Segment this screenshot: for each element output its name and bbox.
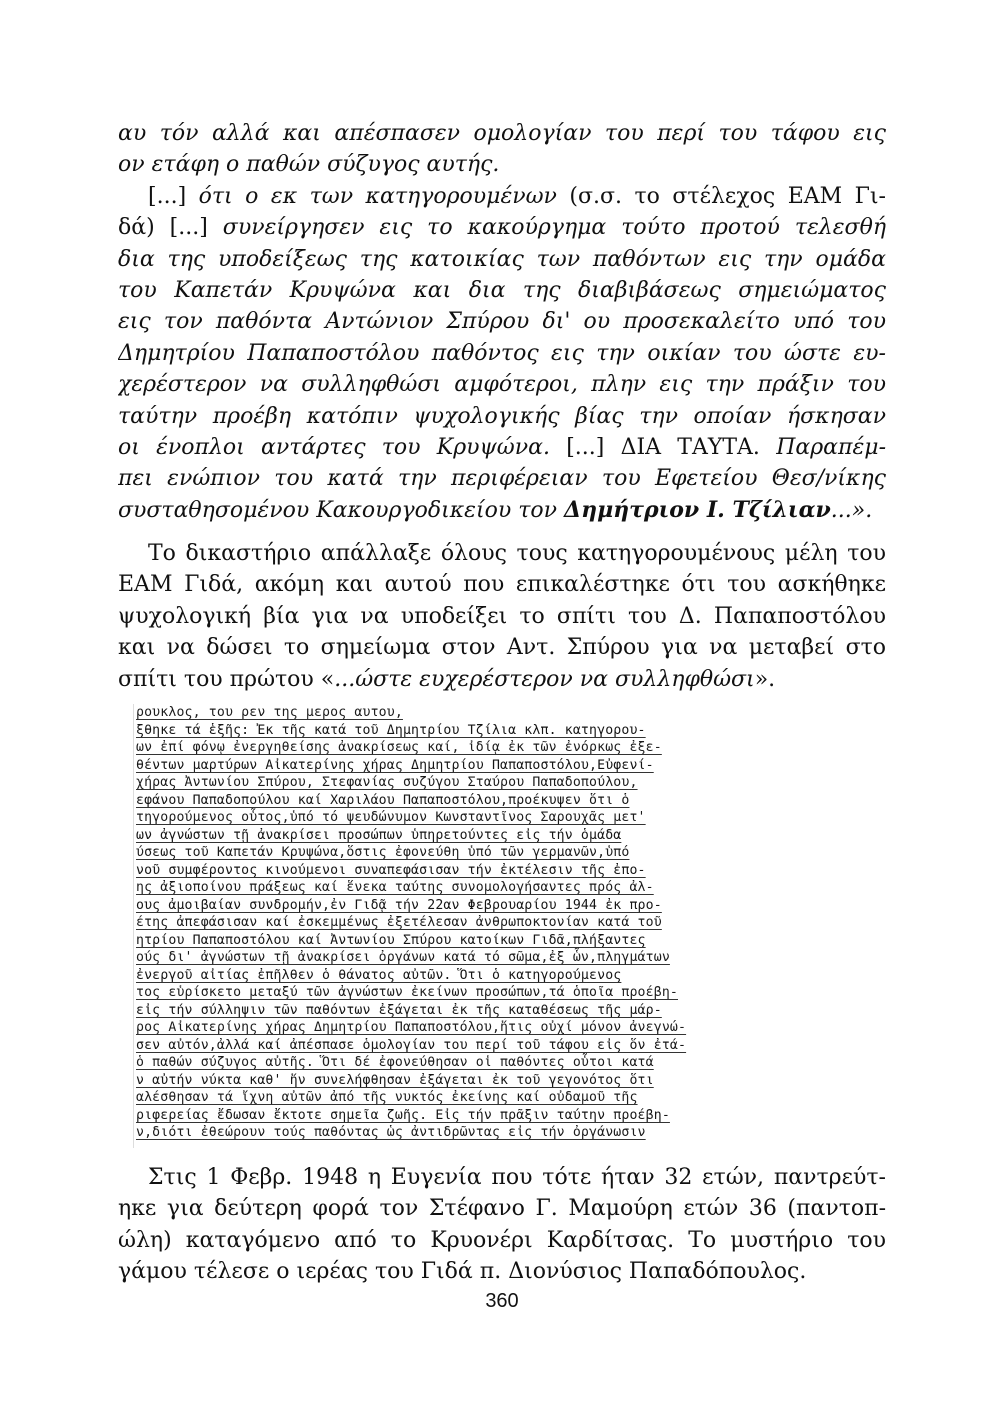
scan-line: έτης ἀπεφάσισαν καί ἐσκεμμένως ἐξετέλεσαν ἀνθρωποκτονίαν κατά τοῦ bbox=[136, 915, 662, 930]
quote-line: ταύτην προέβη κατόπιν ψυχολογικής βίας την οποίαν ήσκησαν bbox=[118, 403, 886, 429]
scan-line: ὁ παθών σύζυγος αὐτῆς. Ὅτι δέ ἐφονεύθησαν οἱ παθόντες οὗτοι κατά bbox=[136, 1055, 654, 1070]
quote-line: χερέστερον να συλληφθώσι αμφότεροι, πλην εις την πράξιν του bbox=[118, 372, 886, 398]
scan-line: εἰς τήν σύλληψιν τῶν παθόντων ἐξάγεται ἐκ τῆς καταθέσεως τῆς μάρ- bbox=[136, 1002, 662, 1018]
quote-line: Δημητρίου Παπαποστόλου παθόντος εις την οικίαν του ώστε ευ- bbox=[118, 340, 886, 366]
scan-line: ν,διότι ἐθεώρουν τούς παθόντας ὡς ἀντιδρῶντας εἰς τήν ὀργάνωσιν bbox=[136, 1125, 646, 1140]
scan-line: χήρας Ἀντωνίου Σπύρου, Στεφανίας συζύγου Σταύρου Παπαδοπούλου, bbox=[136, 775, 638, 790]
scan-line: ων ἐπί φόνῳ ἐνεργηθείσης ἀνακρίσεως καί, ἰδίᾳ ἐκ τῶν ἐνόρκως ἐξε- bbox=[136, 740, 662, 755]
scanned-document-excerpt bbox=[133, 704, 877, 1148]
body-line: ΕΑΜ Γιδά, ακόμη και αυτού που επικαλέστηκε ότι του ασκήθηκε bbox=[118, 572, 886, 598]
body-line: Το δικαστήριο απάλλαξε όλους τους κατηγορουμένους μέλη του bbox=[148, 541, 886, 566]
scan-line: θέντων μαρτύρων Αἰκατερίνης χήρας Δημητρίου Παπαποστόλου,Εὐφενί- bbox=[136, 757, 654, 773]
quote-line: ον ετάφη ο παθών σύζυγος αυτής. bbox=[118, 152, 500, 178]
acquittal-paragraph bbox=[118, 538, 886, 695]
quote-line: του Καπετάν Κρυψώνα και δια της διαβιβάσεως σημειώματος bbox=[118, 278, 886, 304]
scan-line: ριφερείας ἔδωσαν ἔκτοτε σημεῖα ζωῆς. Εἰς τήν πρᾶξιν ταύτην προέβη- bbox=[136, 1107, 670, 1123]
scan-line: ρουκλος, του ρεν της μερος αυτου, bbox=[136, 705, 403, 720]
page-number: 360 bbox=[485, 1290, 519, 1312]
scan-line: ούς δι' ἀγνώστων τῇ ἀνακρίσει ὀργάνων κατά τό σῶμα,ἐξ ὧν,πληγμάτων bbox=[136, 950, 670, 965]
quote-line: πει ενώπιον του κατά την περιφέρειαν του Εφετείου Θεσ/νίκης bbox=[118, 466, 886, 492]
scan-line: ητρίου Παπαποστόλου καί Ἀντωνίου Σπύρου κατοίκων Γιδᾶ,πλήξαντες bbox=[136, 932, 646, 948]
scan-line: αλέσθησαν τά ἴχνη αὐτῶν ἀπό τῆς νυκτός ἐκείνης καί οὐδαμοῦ τῆς bbox=[136, 1090, 638, 1105]
body-line: ηκε για δεύτερη φορά τον Στέφανο Γ. Μαμούρη ετών 36 (παντοπ- bbox=[118, 1196, 886, 1222]
defendant-name: Δημήτριον Ι. Τζίλιαν bbox=[564, 496, 831, 523]
quote-line: συσταθησομένου Κακουργοδικείου τον Δημήτριον Ι. Τζίλιαν...». bbox=[118, 496, 873, 523]
scan-line: τος εὑρίσκετο μεταξύ τῶν ἀγνώστων ἐκείνων προσώπων,τά ὁποῖα προέβη- bbox=[136, 985, 678, 1000]
scan-line: ν αὐτήν νύκτα καθ' ἥν συνελήφθησαν ἐξάγεται ἐκ τοῦ γεγονότος ὅτι bbox=[136, 1072, 654, 1088]
marriage-paragraph bbox=[118, 1162, 886, 1288]
scan-line: ης ἀξιοποίνου πράξεως καί ἕνεκα ταύτης συνομολογήσαντες πρός ἀλ- bbox=[136, 880, 654, 895]
quote-line: εις τον παθόντα Αντώνιον Σπύρου δι' ου προσεκαλείτο υπό του bbox=[118, 309, 886, 335]
quote-line: αυ τόν αλλά και απέσπασεν ομολογίαν του περί του τάφου εις bbox=[118, 121, 886, 146]
body-line: και να δώσει το σημείωμα στον Αντ. Σπύρου για να μεταβεί στο bbox=[118, 635, 886, 661]
scan-line: ξθηκε τά ἑξῆς: Ἐκ τῆς κατά τοῦ Δημητρίου Τζίλια κλπ. κατηγορου- bbox=[136, 722, 646, 738]
scan-line: εφάνου Παπαδοπούλου καί Χαριλάου Παπαποστόλου,προέκυψεν ὅτι ὁ bbox=[136, 792, 630, 808]
scan-line: σεν αὐτόν,ἀλλά καί ἀπέσπασε ὁμολογίαν του περί τοῦ τάφου εἰς ὅν ἐτά- bbox=[136, 1037, 687, 1053]
scan-line: ους ἀμοιβαίαν συνδρομήν,ἐν Γιδᾷ τήν 22αν Φεβρουαρίου 1944 ἐκ προ- bbox=[136, 897, 662, 913]
quote-line: δά) [...] συνείργησεν εις το κακούργημα τούτο προτού τελεσθή bbox=[118, 215, 886, 241]
scan-line: νοῦ συμφέροντος κινούμενοι συναπεφάσισαν τήν ἐκτέλεσιν τῆς ἐπο- bbox=[136, 862, 646, 878]
scan-line: ύσεως τοῦ Καπετάν Κρυψώνα,ὅστις ἐφονεύθη ὑπό τῶν γερμανῶν,ὑπό bbox=[136, 845, 630, 860]
body-line: Στις 1 Φεβρ. 1948 η Ευγενία που τότε ήταν 32 ετών, παντρεύτ- bbox=[148, 1165, 886, 1190]
scan-line: τηγορούμενος οὗτος,ὑπό τό ψευδώνυμον Κωνσταντῖνος Σαρουχᾶς μετ' bbox=[136, 810, 646, 825]
body-line: ψυχολογική βία για να υποδείξει το σπίτι του Δ. Παπαποστόλου bbox=[118, 603, 886, 629]
body-line: γάμου τέλεσε ο ιερέας του Γιδά π. Διονύσιος Παπαδόπουλος. bbox=[118, 1259, 807, 1285]
body-line: ώλη) καταγόμενο από το Κρυονέρι Καρδίτσας. Το μυστήριο του bbox=[118, 1227, 886, 1253]
quote-line: οι ένοπλοι αντάρτες του Κρυψώνα. [...] ΔΙΑ ΤΑΥΤΑ. Παραπέμ- bbox=[118, 435, 886, 461]
scan-line: ρος Αἰκατερίνης χήρας Δημητρίου Παπαποστόλου,ἥτις οὐχί μόνον ἀνεγνώ- bbox=[136, 1020, 687, 1035]
scan-line: ἐνεργοῦ αἰτίας ἐπῆλθεν ὁ θάνατος αὐτῶν. Ὅτι ὁ κατηγορούμενος bbox=[136, 967, 622, 983]
court-decision-quote bbox=[118, 118, 886, 526]
scan-line: ων ἀγνώστων τῇ ἀνακρίσει προσώπων ὑπηρετούντες εἰς τήν ὁμάδα bbox=[136, 827, 622, 843]
body-line: σπίτι του πρώτου «...ώστε ευχερέστερον να συλληφθώσι». bbox=[118, 666, 776, 692]
quote-line: [...] ότι ο εκ των κατηγορουμένων (σ.σ. το στέλεχος ΕΑΜ Γι- bbox=[148, 183, 886, 209]
quote-line: δια της υποδείξεως της κατοικίας των παθόντων εις την ομάδα bbox=[118, 246, 886, 272]
